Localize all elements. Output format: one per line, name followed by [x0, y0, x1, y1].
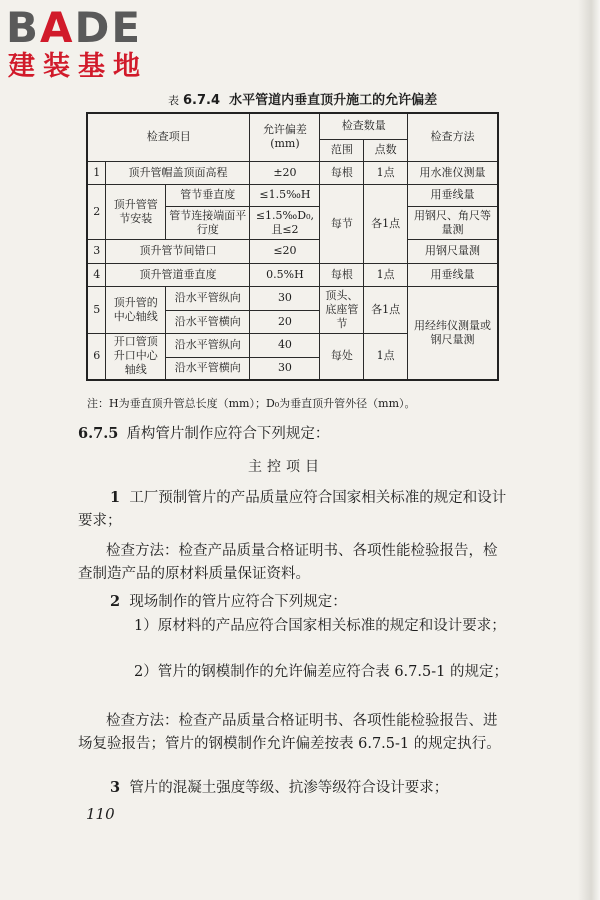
header-tolerance: 允许偏差 (mm)	[250, 113, 320, 161]
logo-wordmark: BADE	[6, 3, 143, 52]
table-row: 3 顶升管节间错口 ≤20 用钢尺量测	[87, 239, 498, 263]
table-row: 5 顶升管的中心轴线 沿水平管纵向 30 顶头、底座管节 各1点 用经纬仪测量或钢尺量测	[87, 286, 498, 310]
section-number: 6.7.5	[78, 425, 119, 442]
table-caption: 表 6.7.4 水平管道内垂直顶升施工的允许偏差	[168, 93, 438, 108]
header-method: 检查方法	[408, 113, 499, 161]
paragraph-7: 3 管片的混凝土强度等级、抗渗等级符合设计要求；	[110, 779, 449, 796]
table-row: 沿水平管横向 20	[87, 310, 498, 333]
table-row: 沿水平管横向 30	[87, 357, 498, 380]
header-points: 点数	[364, 139, 408, 161]
paragraph-6: 检查方法：检查产品质量合格证明书、各项性能检验报告、进场复验报告；管片的钢模制作允许偏差按表 6.7.5-1 的规定执行。	[78, 713, 501, 752]
header-range: 范围	[320, 139, 364, 161]
table-row: 4 顶升管道垂直度 0.5%H 每根 1点 用垂线量	[87, 263, 498, 286]
paragraph-5: 2）管片的钢模制作的允许偏差应符合表 6.7.5-1 的规定；	[134, 664, 508, 680]
header-quantity: 检查数量	[320, 113, 408, 139]
header-item: 检查项目	[87, 113, 250, 161]
paragraph-4: 1）原材料的产品应符合国家相关标准的规定和设计要求；	[134, 618, 506, 634]
table-row: 1 顶升管帽盖顶面高程 ±20 每根 1点 用水准仪测量	[87, 161, 498, 184]
paragraph-3: 2 现场制作的管片应符合下列规定：	[110, 593, 347, 610]
section-heading	[78, 422, 329, 443]
bade-logo	[6, 4, 181, 82]
page-edge	[578, 0, 600, 900]
table-row: 2 顶升管管节安装 管节垂直度 ≤1.5‰H 每节 各1点 用垂线量	[87, 184, 498, 206]
table-header-row	[87, 113, 498, 139]
logo-subtitle: 建装基地	[8, 51, 148, 82]
table-row: 管节连接端面平行度 ≤1.5‰D₀, 且≤2 用钢尺、角尺等量测	[87, 206, 498, 239]
section-title: 盾构管片制作应符合下列规定：	[126, 426, 330, 442]
paragraph-2: 检查方法：检查产品质量合格证明书、各项性能检验报告，检查制造产品的原材料质量保证资料。	[78, 543, 498, 582]
paragraph-1: 1 工厂预制管片的产品质量应符合国家相关标准的规定和设计要求；	[78, 489, 507, 529]
page-number: 110	[86, 805, 115, 823]
table-note: 注：H为垂直顶升管总长度（mm）；D₀为垂直顶升管外径（mm）。	[87, 397, 416, 410]
tolerance-table	[86, 112, 499, 381]
table-row: 6 开口管顶升口中心轴线 沿水平管纵向 40 每处 1点	[87, 333, 498, 357]
subheading: 主控项目	[248, 459, 324, 475]
